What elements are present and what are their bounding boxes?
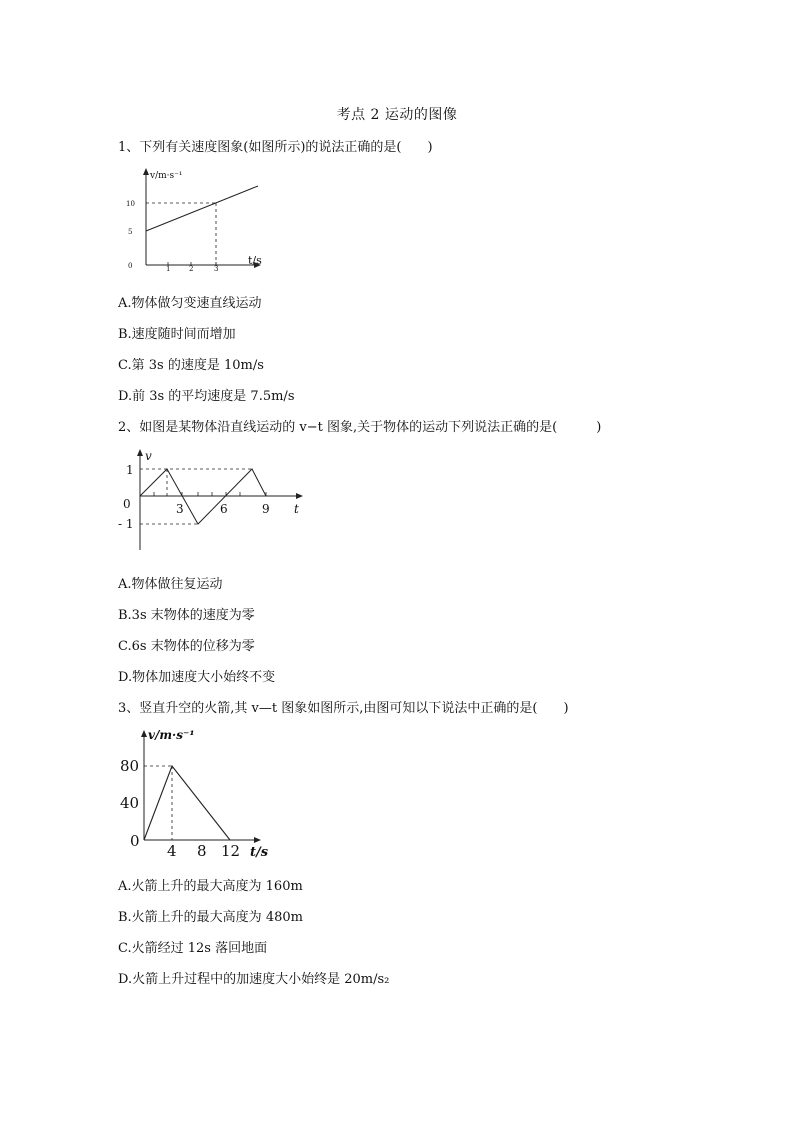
q2-x-tick-6: 6 bbox=[220, 502, 228, 516]
q2-x-tick-3: 3 bbox=[176, 502, 184, 516]
question-1-option-d[interactable]: D.前 3s 的平均速度是 7.5m/s bbox=[118, 389, 295, 404]
q1-y-tick-5: 5 bbox=[128, 228, 133, 236]
q3-y-tick-80: 80 bbox=[120, 757, 140, 775]
q2-y-tick-0: 0 bbox=[123, 497, 131, 511]
q1-y-tick-0: 0 bbox=[128, 262, 133, 270]
q3-y-tick-0: 0 bbox=[130, 832, 140, 850]
question-2-option-a[interactable]: A.物体做往复运动 bbox=[118, 577, 223, 592]
q3-x-tick-8: 8 bbox=[197, 842, 207, 860]
figure-q1 bbox=[126, 168, 280, 273]
question-3-option-c[interactable]: C.火箭经过 12s 落回地面 bbox=[118, 941, 268, 956]
figure-q2 bbox=[118, 446, 318, 554]
question-2-stem: 2、如图是某物体沿直线运动的 v−t 图象,关于物体的运动下列说法正确的是( ) bbox=[118, 420, 602, 435]
question-2-option-c[interactable]: C.6s 末物体的位移为零 bbox=[118, 639, 255, 654]
q1-y-tick-10: 10 bbox=[126, 200, 135, 208]
question-1-option-a[interactable]: A.物体做匀变速直线运动 bbox=[118, 296, 262, 311]
question-2-option-d[interactable]: D.物体加速度大小始终不变 bbox=[118, 670, 276, 685]
q2-y-tick-neg1: - 1 bbox=[118, 517, 134, 531]
question-3-option-b[interactable]: B.火箭上升的最大高度为 480m bbox=[118, 910, 303, 925]
figure-q3 bbox=[120, 724, 288, 866]
q2-x-tick-9: 9 bbox=[262, 502, 270, 516]
question-2-option-b[interactable]: B.3s 末物体的速度为零 bbox=[118, 608, 255, 623]
q3-x-tick-4: 4 bbox=[167, 842, 177, 860]
q3-x-axis-label: t/s bbox=[250, 845, 269, 860]
q1-x-axis-label: t/s bbox=[248, 254, 262, 267]
q1-x-tick-1: 1 bbox=[166, 265, 171, 273]
question-3-option-d[interactable]: D.火箭上升过程中的加速度大小始终是 20m/s₂ bbox=[118, 972, 390, 987]
q3-x-tick-12: 12 bbox=[221, 842, 241, 860]
question-1-option-c[interactable]: C.第 3s 的速度是 10m/s bbox=[118, 358, 264, 373]
question-1-option-b[interactable]: B.速度随时间而增加 bbox=[118, 327, 236, 342]
question-1-stem: 1、下列有关速度图象(如图所示)的说法正确的是( ) bbox=[118, 140, 433, 155]
q1-x-tick-2: 2 bbox=[189, 265, 194, 273]
q2-y-tick-1: 1 bbox=[126, 463, 134, 477]
q2-x-axis-label: t bbox=[294, 502, 299, 516]
q3-y-axis-label: v/m·s⁻¹ bbox=[148, 728, 195, 742]
question-3-stem: 3、竖直升空的火箭,其 v—t 图象如图所示,由图可知以下说法中正确的是( ) bbox=[118, 701, 569, 716]
question-3-option-a[interactable]: A.火箭上升的最大高度为 160m bbox=[118, 879, 303, 894]
q1-y-axis-label: v/m·s⁻¹ bbox=[150, 171, 183, 181]
q1-x-tick-3: 3 bbox=[214, 265, 219, 273]
page-title: 考点 2 运动的图像 bbox=[336, 107, 458, 123]
q2-y-axis-label: v bbox=[145, 449, 152, 463]
q3-y-tick-40: 40 bbox=[120, 794, 140, 812]
